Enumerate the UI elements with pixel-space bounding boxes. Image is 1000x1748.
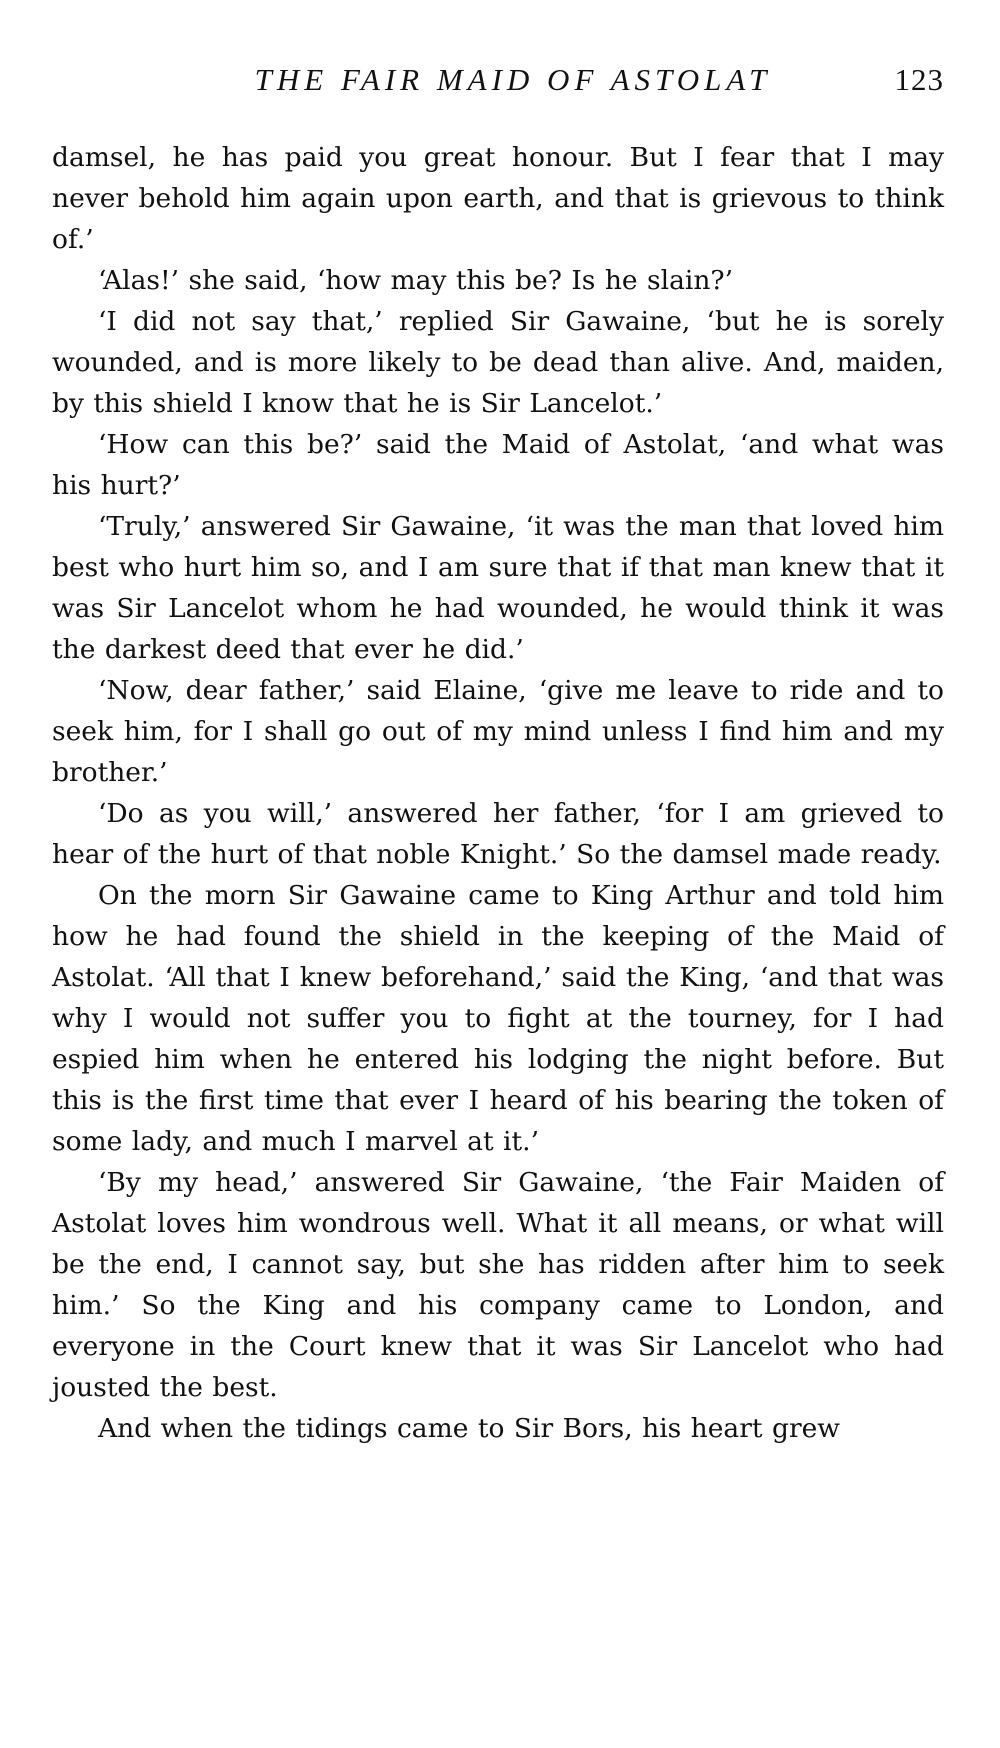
- running-title: THE FAIR MAID OF ASTOLAT: [254, 62, 772, 97]
- body-text: [52, 137, 944, 1449]
- paragraph: On the morn Sir Gawaine came to King Arthur and told him how he had found the shield in the keeping of the Maid of Astolat. ‘All that I knew beforehand,’ said the King, ‘and that was why I would not suffer you to fight at the tourney, for I had espied him when he entered his lodging the night before. But this is the first time that ever I heard of his bearing the token of some lady, and much I marvel at it.’: [52, 880, 944, 1157]
- paragraph: ‘Truly,’ answered Sir Gawaine, ‘it was the man that loved him best who hurt him so, and I am sure that if that man knew that it was Sir Lancelot whom he had wounded, he would think it was the darkest deed that ever he did.’: [52, 511, 944, 665]
- paragraph: ‘By my head,’ answered Sir Gawaine, ‘the Fair Maiden of Astolat loves him wondrous well. What it all means, or what will be the end, I cannot say, but she has ridden after him to seek him.’ So the King and his company came to London, and everyone in the Court knew that it was Sir Lancelot who had jousted the best.: [52, 1167, 944, 1403]
- paragraph: ‘Now, dear father,’ said Elaine, ‘give me leave to ride and to seek him, for I shall go out of my mind unless I find him and my brother.’: [52, 675, 944, 788]
- paragraph: ‘Alas!’ she said, ‘how may this be? Is he slain?’: [98, 265, 734, 296]
- paragraph: ‘Do as you will,’ answered her father, ‘for I am grieved to hear of the hurt of that noble Knight.’ So the damsel made ready.: [52, 798, 944, 870]
- paragraph: And when the tidings came to Sir Bors, his heart grew: [98, 1413, 840, 1444]
- paragraph: ‘I did not say that,’ replied Sir Gawaine, ‘but he is sorely wounded, and is more likely to be dead than alive. And, maiden, by this shield I know that he is Sir Lancelot.’: [52, 306, 944, 419]
- running-head: [52, 62, 944, 106]
- page-number: 123: [894, 62, 944, 97]
- paragraph: damsel, he has paid you great honour. But I fear that I may never behold him again upon earth, and that is grievous to think of.’: [52, 142, 944, 255]
- paragraph: ‘How can this be?’ said the Maid of Astolat, ‘and what was his hurt?’: [52, 429, 944, 501]
